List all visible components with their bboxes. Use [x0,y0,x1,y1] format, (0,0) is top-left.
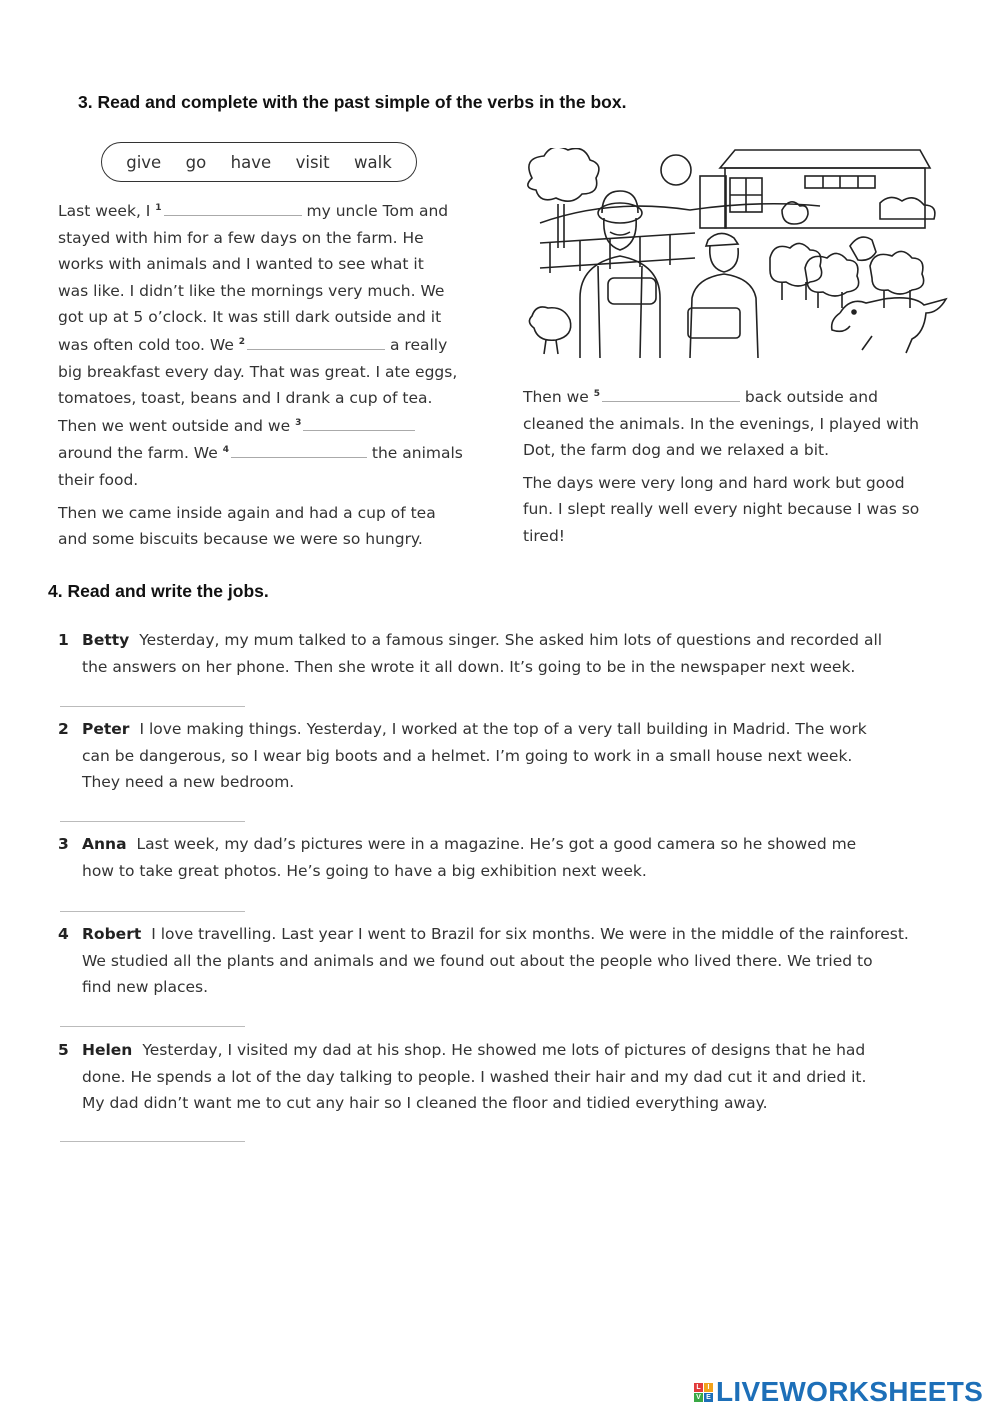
job-item-5: 5 Helen Yesterday, I visited my dad at his shop. He showed me lots of pictures of designs that he had done. He spends a lot of the day talking to people. I washed their hair and my dad cut it and dried it. My dad didn’t want me to cut any hair so I cleaned the floor and tidied everything away. [58,1041,867,1113]
answer-line-4[interactable] [60,1026,245,1027]
boy-icon [688,233,758,358]
story-line: Dot, the farm dog and we relaxed a bit. [523,441,830,460]
story-line: their food. [58,470,139,489]
farmhouse-icon [700,150,930,228]
story-left-column [58,197,498,553]
item-name: Robert [82,925,142,943]
item-name: Betty [82,631,130,649]
story-line: was like. I didn’t like the mornings very much. We [58,281,445,300]
answer-blank-5[interactable] [602,383,740,402]
farmer-icon [580,191,660,358]
story-line: and some biscuits because we were so hungry. [58,530,423,549]
story-line: tired! [523,526,566,545]
story-line: works with animals and I wanted to see what it [58,255,424,274]
verb-word-box [101,142,417,182]
story-line: Then we $^5$ back outside and [523,383,963,411]
word-walk: walk [354,152,392,172]
story-line: Then we came inside again and had a cup of tea [58,503,436,522]
answer-line-1[interactable] [60,706,245,707]
story-line: cleaned the animals. In the evenings, I played with [523,414,919,433]
story-line: tomatoes, toast, beans and I drank a cup of tea. [58,389,433,408]
liveworksheets-logo [694,1376,983,1408]
story-line: stayed with him for a few days on the farm. He [58,228,424,247]
logo-text: LIVEWORKSHEETS [716,1376,984,1407]
job-item-1: 1 Betty Yesterday, my mum talked to a famous singer. She asked him lots of questions and recorded all the answers on her phone. Then she wrote it all down. It’s going to be in the newspaper next week. [58,631,883,676]
item-name: Peter [82,720,130,738]
answer-line-3[interactable] [60,911,245,912]
answer-blank-4[interactable] [231,439,367,458]
story-line: Then we went outside and we $^3$ [58,412,498,440]
tree-icon [528,148,599,201]
word-visit: visit [295,152,330,172]
story-line: Last week, I $^1$ my uncle Tom and [58,197,498,225]
answer-blank-1[interactable] [164,197,302,216]
story-line: was often cold too. We $^2$ a really [58,331,498,359]
item-name: Anna [82,835,127,853]
word-have: have [230,152,272,172]
story-line: fun. I slept really well every night because I was so [523,500,920,519]
answer-line-5[interactable] [60,1141,245,1142]
story-line: big breakfast every day. That was great. I ate eggs, [58,362,458,381]
job-item-4: 4 Robert I love travelling. Last year I went to Brazil for six months. We were in the middle of the rainforest. We studied all the plants and animals and we found out about the people who lived there. We tried to find new places. [58,925,909,997]
story-right-column [523,383,963,550]
job-item-2: 2 Peter I love making things. Yesterday, I worked at the top of a very tall building in Madrid. The work can be dangerous, so I wear big boots and a helmet. I’m going to work in a small house next week. They need a new bedroom. [58,720,867,792]
farm-illustration [520,148,955,368]
story-line: The days were very long and hard work but good [523,473,905,492]
exercise-4-heading: 4. Read and write the jobs. [48,581,269,601]
word-go: go [185,152,207,172]
answer-line-2[interactable] [60,821,245,822]
job-item-3: 3 Anna Last week, my dad’s pictures were in a magazine. He’s got a good camera so he showed me how to take great photos. He’s going to have a big exhibition next week. [58,835,857,880]
answer-blank-3[interactable] [303,412,415,431]
word-give: give [126,152,162,172]
dog-icon [832,298,946,353]
exercise-3-heading: 3. Read and complete with the past simple of the verbs in the box. [78,92,627,112]
story-line: around the farm. We $^4$ the animals [58,439,498,467]
chicken-icon [529,307,570,354]
story-line: got up at 5 o’clock. It was still dark outside and it [58,308,442,327]
logo-mark-icon: L I V E [694,1383,713,1402]
sun-icon [661,155,691,185]
item-name: Helen [82,1041,133,1059]
answer-blank-2[interactable] [247,331,385,350]
